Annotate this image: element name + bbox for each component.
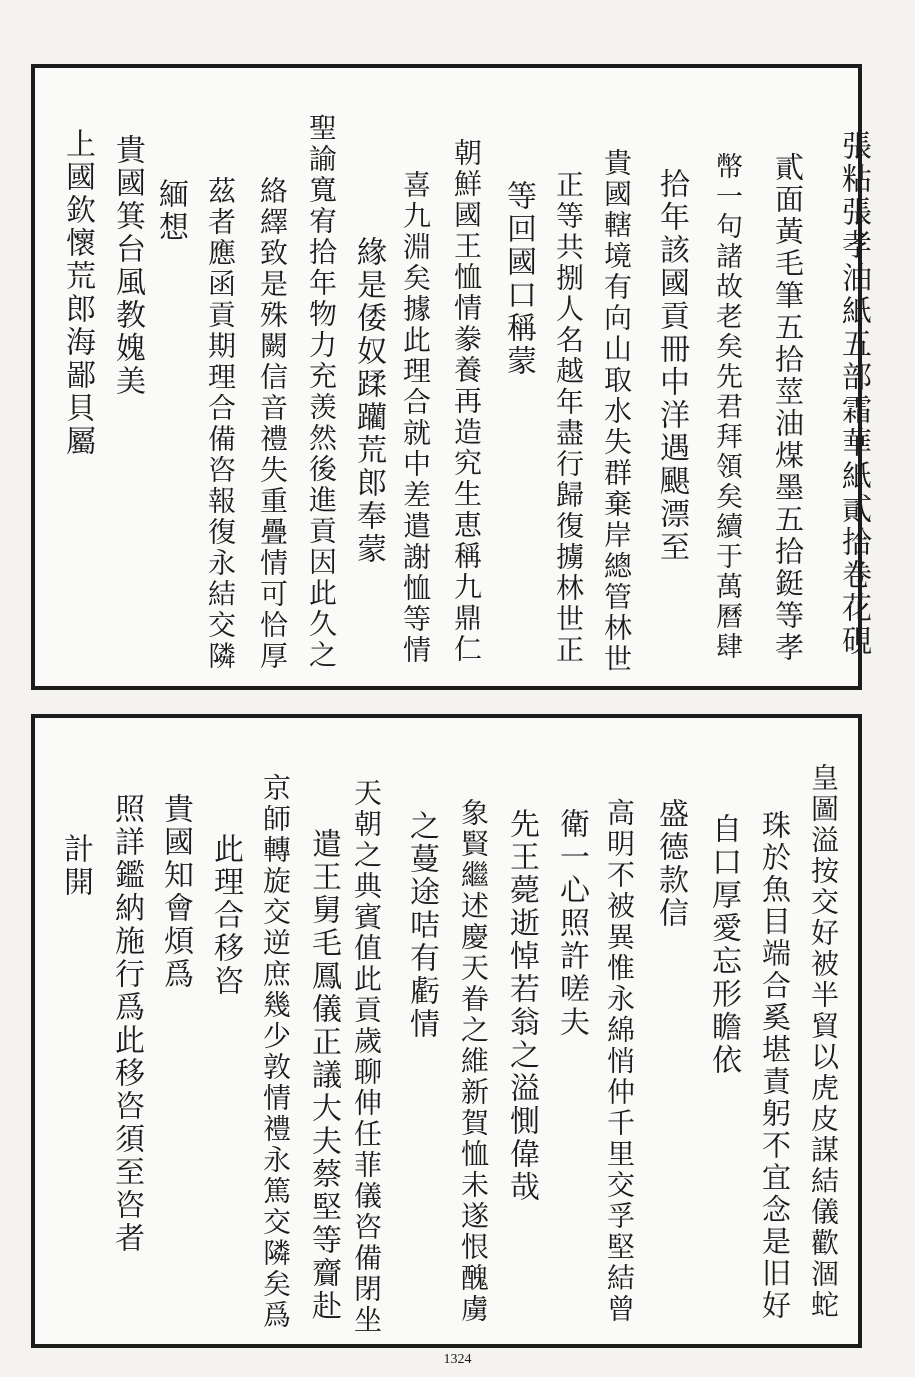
- text-column: 先王薨逝悼若翁之溢惻偉哉: [504, 808, 539, 1204]
- text-column: 皇圖溢按交好被半貿以虎皮謀結儀歡涸蛇: [807, 763, 840, 1321]
- text-column: 天朝之典賓值此貢歲聊伸任菲儀咨備閉坐: [350, 778, 383, 1336]
- text-column: 珠於魚目端合奚堪責躬不宜念是旧好: [758, 810, 792, 1322]
- text-column: 緣是倭奴蹂躪荒郎奉蒙: [351, 236, 386, 566]
- text-column: 之蔓途咭有虧情: [404, 810, 439, 1041]
- text-column: 貳面黃毛筆五拾莖油煤墨五拾鋌等孝: [771, 152, 805, 664]
- text-column: 朝鮮國王恤情豢養再造究生恵稱九鼎仁: [450, 138, 483, 665]
- page-number: 1324: [443, 1352, 472, 1367]
- text-column: 正等共捌人名越年盡行歸復擄林世正: [552, 170, 585, 666]
- text-column: 自口厚愛忘形瞻依: [706, 813, 741, 1077]
- text-column: 幣一句諸故老矣先君拜領矣續于萬曆肆: [711, 152, 742, 662]
- bottom-document-panel: [31, 714, 862, 1348]
- text-column: 拾年該國貢冊中洋遇颶漂至: [654, 168, 689, 564]
- top-document-panel: [31, 64, 871, 690]
- text-column: 遣王舅毛鳳儀正議大夫蔡堅等齎赴: [306, 828, 341, 1323]
- text-column: 貴國箕台風教媿美: [110, 134, 145, 398]
- text-column: 等回國口稱蒙: [501, 180, 536, 378]
- text-column: 計開: [58, 833, 93, 899]
- text-column: 衛一心照許嗟夫: [554, 808, 589, 1039]
- text-column: 象賢繼述慶天眷之維新賀恤未遂恨醜虜: [457, 798, 490, 1325]
- text-column: 張粘張孝油紙五部霜華紙貳拾卷花硯: [836, 130, 871, 658]
- text-column: 盛德款信: [653, 798, 688, 930]
- text-column: 絡繹致是殊闕信音禮失重疊情可恰厚: [256, 176, 289, 672]
- text-column: 上國欽懷荒郎海鄙貝屬: [60, 128, 95, 458]
- text-column: 高明不被異惟永綿悄仲千里交孚堅結曾: [603, 798, 636, 1325]
- text-column: 茲者應函貢期理合備咨報復永結交隣: [204, 176, 237, 672]
- text-column: 聖諭寬宥拾年物力充羡然後進貢因此久之: [305, 113, 338, 671]
- text-column: 緬想: [153, 178, 188, 244]
- text-column: 照詳鑑納施行爲此移咨須至咨者: [109, 793, 144, 1255]
- text-column: 喜九淵矣據此理合就中差遣謝恤等情: [399, 170, 432, 666]
- text-column: 貴國轄境有向山取水失群棄岸總管林世: [600, 148, 633, 675]
- text-column: 京師轉旋交逆庶幾少敦情禮永篤交隣矣爲: [259, 773, 292, 1331]
- text-column: 此理合移咨: [208, 833, 243, 998]
- text-column: 貴國知會煩爲: [158, 793, 193, 991]
